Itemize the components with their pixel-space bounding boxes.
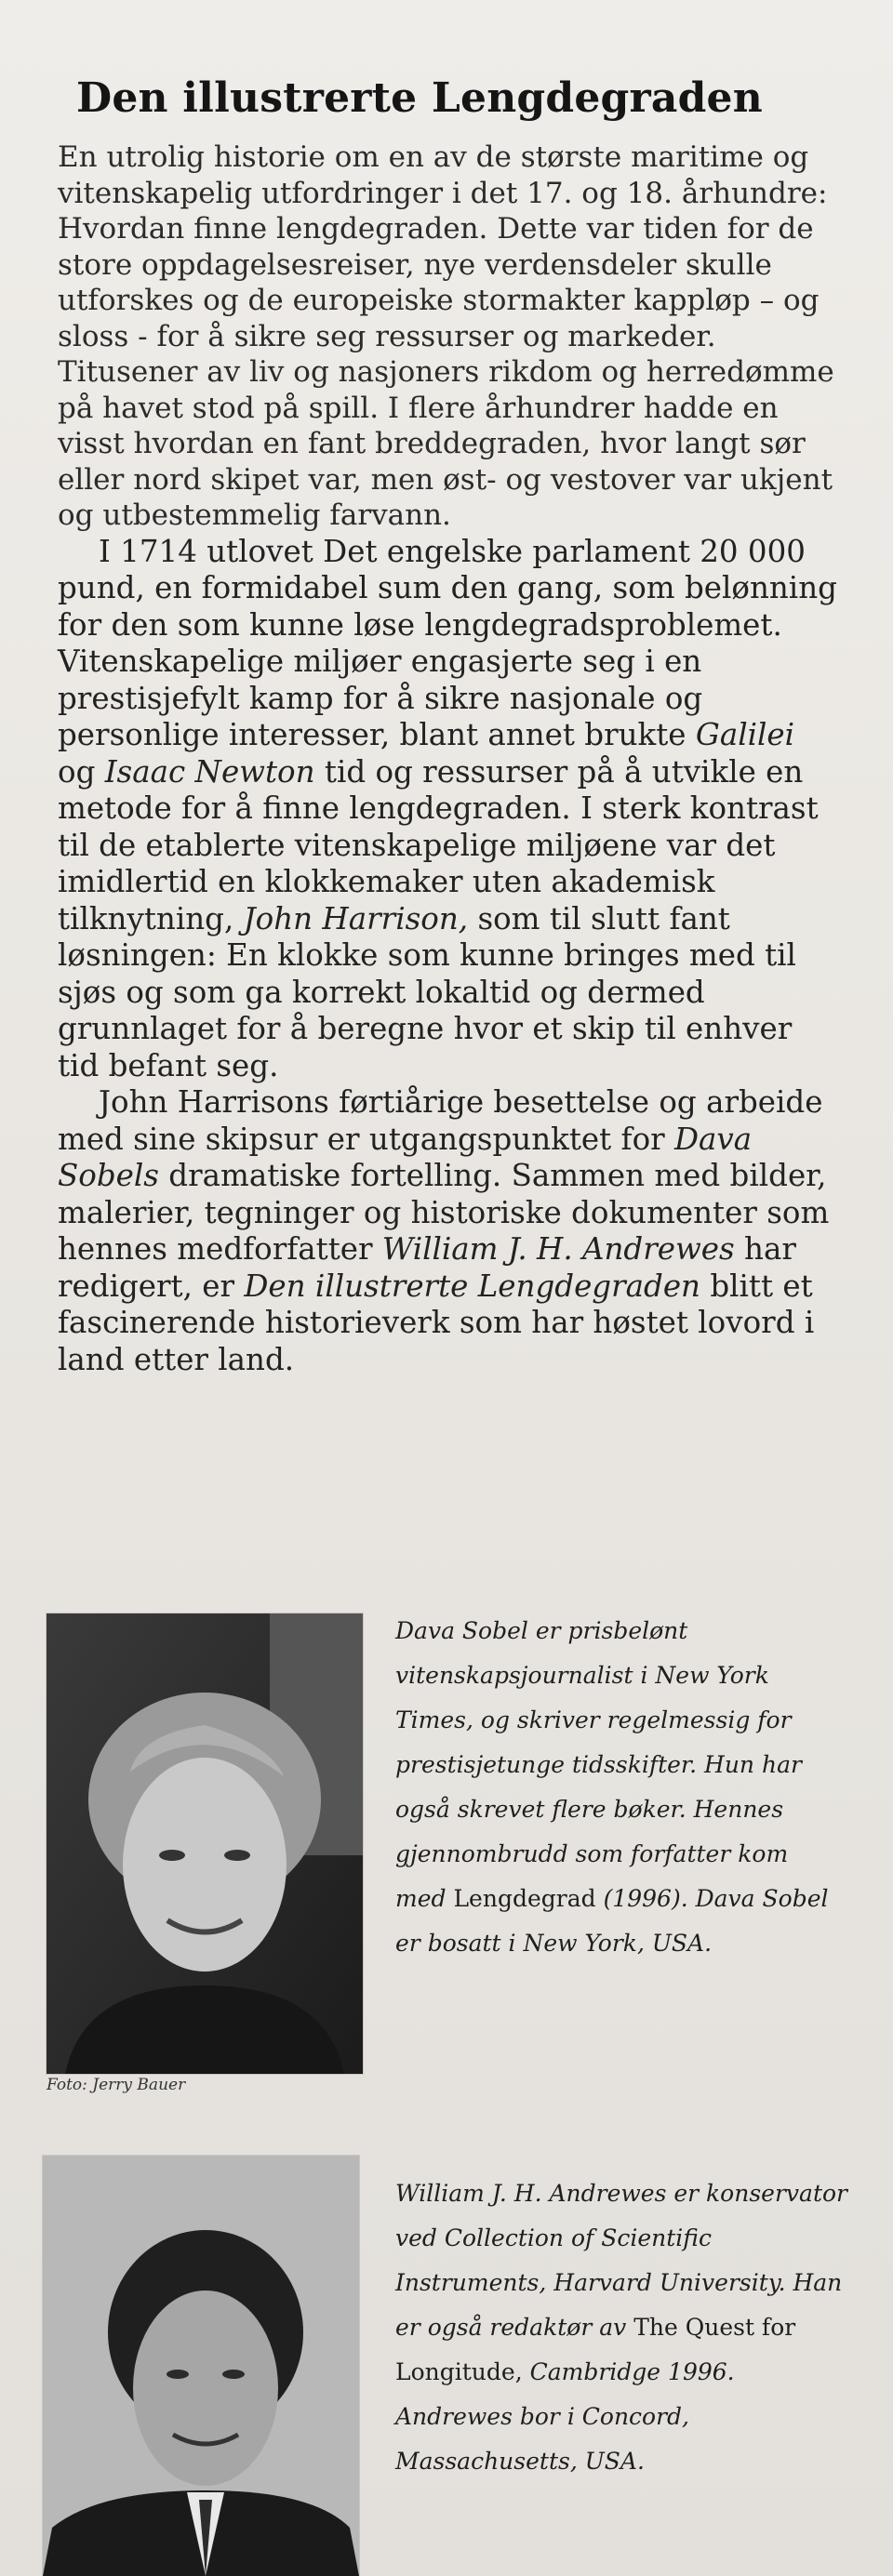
name-newton: Isaac Newton: [104, 753, 315, 790]
name-harrison: John Harrison,: [243, 900, 469, 936]
text-run: tid og ressurser på å utvikle en metode for å finne lengdegraden. I sterk kontrast til de etablerte vitenskapelige miljøene var det imidlertid en klokkemaker uten akademisk tilknytning,: [58, 753, 819, 936]
text-run: John Harrisons førtiårige besettelse og arbeide med sine skipsur er utgangspunktet for: [58, 1084, 823, 1157]
book-title-inline: Den illustrerte Lengdegraden: [244, 1268, 700, 1304]
description-text: [58, 139, 839, 1378]
text-run: som til slutt fant løsningen: En klokke som kunne bringes med til sjøs og som ga korrekt lokaltid og dermed grunnlaget for å beregne hvor et skip til enhver tid befant seg.: [58, 900, 796, 1083]
name-sobel: Dava Sobels: [58, 1121, 753, 1193]
text-run: I 1714 utlovet Det engelske parlament 20 000 pund, en formidabel sum den gang, som belønning for den som kunne løse lengdegradsproblemet. Vitenskapelige miljøer engasjerte seg i en prestisjefylt kamp for å sikre nasjonale og personlige interesser, blant annet brukte: [58, 533, 837, 752]
book-paragraph: [58, 1084, 839, 1378]
text-run: Cambridge 1996.: [522, 2358, 735, 2385]
text-run: og: [58, 753, 105, 790]
book-title: Den illustrerte Lengdegraden: [76, 74, 763, 122]
bio-book-title: Lengdegrad: [453, 1885, 596, 1912]
text-run: (1996). Dava Sobel er bosatt i New York, USA.: [395, 1885, 829, 1957]
text-run: blitt et fascinerende historieverk som har høstet lovord i land etter land.: [58, 1268, 815, 1377]
history-paragraph: [58, 534, 839, 1085]
photo-credit: Foto: Jerry Bauer: [47, 2076, 186, 2094]
text-run: William J. H. Andrewes er konservator ved Collection of Scientific Instruments, Harvard University. Han er også redaktør av: [395, 2180, 847, 2341]
text-run: dramatiske fortelling. Sammen med bilder, malerier, tegninger og historiske dokumenter som hennes medforfatter: [58, 1158, 830, 1267]
author-photo-andrewes: [43, 2156, 359, 2576]
text-run: Andrewes bor i Concord, Massachusetts, USA.: [395, 2403, 690, 2475]
author-bio-sobel: [395, 1609, 842, 1966]
author-bio-andrewes: [395, 2171, 851, 2484]
text-run: Dava Sobel er prisbelønt vitenskapsjournalist i New York Times, og skriver regelmessig for prestisjetunge tidsskifter. Hun har også skrevet flere bøker. Hennes gjennombrudd som forfatter kom med: [395, 1617, 802, 1912]
name-galilei: Galilei: [695, 717, 795, 752]
bio-book-title: The Quest for Longitude,: [395, 2314, 796, 2385]
author-photo-sobel: [47, 1613, 363, 2074]
intro-paragraph: En utrolig historie om en av de største maritime og vitenskapelig utfordringer i det 17. og 18. århundre: Hvordan finne lengdegraden. Dette var tiden for de store oppdagelsesreiser, nye verdensdeler skulle utforskes og de europeiske stormakter kappløp – og sloss - for å sikre seg ressurser og markeder. Titusener av liv og nasjoners rikdom og herredømme på havet stod på spill. I flere århundrer hadde en visst hvordan en fant breddegraden, hvor langt sør eller nord skipet var, men øst- og vestover var ukjent og utbestemmelig farvann.: [58, 140, 834, 532]
text-run: har redigert, er: [58, 1231, 796, 1304]
name-andrewes: William J. H. Andrewes: [381, 1231, 735, 1267]
